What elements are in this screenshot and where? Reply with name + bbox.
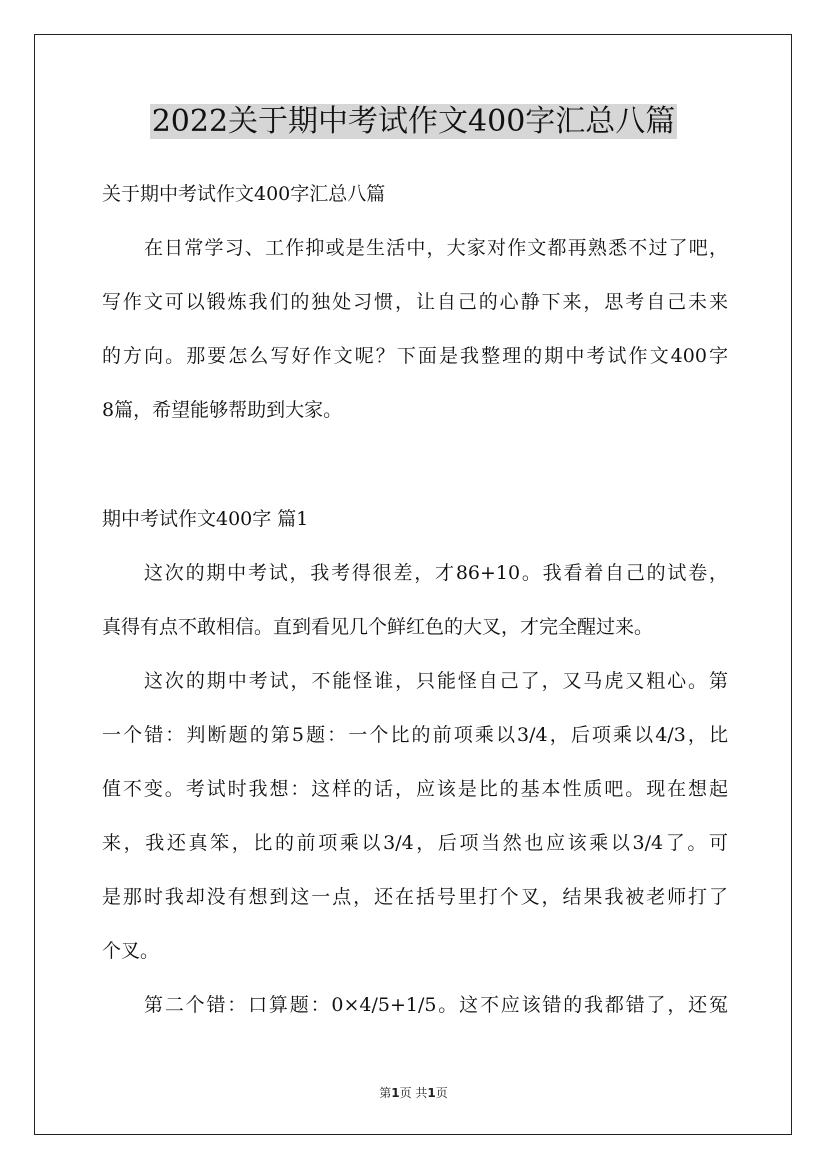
intro-line: 写作文可以锻炼我们的独处习惯，让自己的心静下来，思考自己未来 (102, 291, 728, 313)
paragraph-line: 一个错：判断题的第5题：一个比的前项乘以3/4，后项乘以4/3，比 (102, 724, 728, 746)
paragraph-line: 个叉。 (102, 940, 160, 962)
footer-page-total: 1 (427, 1086, 436, 1100)
intro-line: 8篇，希望能够帮助到大家。 (102, 399, 343, 421)
paragraph-line: 第二个错：口算题：0×4/5+1/5。这不应该错的我都错了，还冤 (144, 994, 728, 1016)
footer-page-current: 1 (391, 1086, 400, 1100)
paragraph-line: 真得有点不敢相信。直到看见几个鲜红色的大叉，才完全醒过来。 (102, 616, 654, 638)
page-footer (0, 1084, 827, 1101)
footer-mid: 页 共 (399, 1086, 428, 1100)
paragraph-line: 是那时我却没有想到这一点，还在括号里打个叉，结果我被老师打了 (102, 886, 728, 908)
footer-suffix: 页 (435, 1086, 448, 1100)
document-title-text: 2022关于期中考试作文400字汇总八篇 (151, 104, 676, 139)
intro-line: 在日常学习、工作抑或是生活中，大家对作文都再熟悉不过了吧， (144, 237, 728, 259)
document-title (0, 100, 827, 144)
paragraph-line: 这次的期中考试，不能怪谁，只能怪自己了，又马虎又粗心。第 (144, 670, 728, 692)
paragraph-line: 值不变。考试时我想：这样的话，应该是比的基本性质吧。现在想起 (102, 778, 728, 800)
paragraph-line: 来，我还真笨，比的前项乘以3/4，后项当然也应该乘以3/4了。可 (102, 832, 728, 854)
footer-prefix: 第 (379, 1086, 392, 1100)
section-heading: 期中考试作文400字 篇1 (102, 508, 309, 530)
paragraph-line: 这次的期中考试，我考得很差，才86+10。我看着自己的试卷， (144, 562, 728, 584)
intro-line: 的方向。那要怎么写好作文呢？下面是我整理的期中考试作文400字 (102, 345, 728, 367)
subtitle: 关于期中考试作文400字汇总八篇 (102, 183, 386, 205)
